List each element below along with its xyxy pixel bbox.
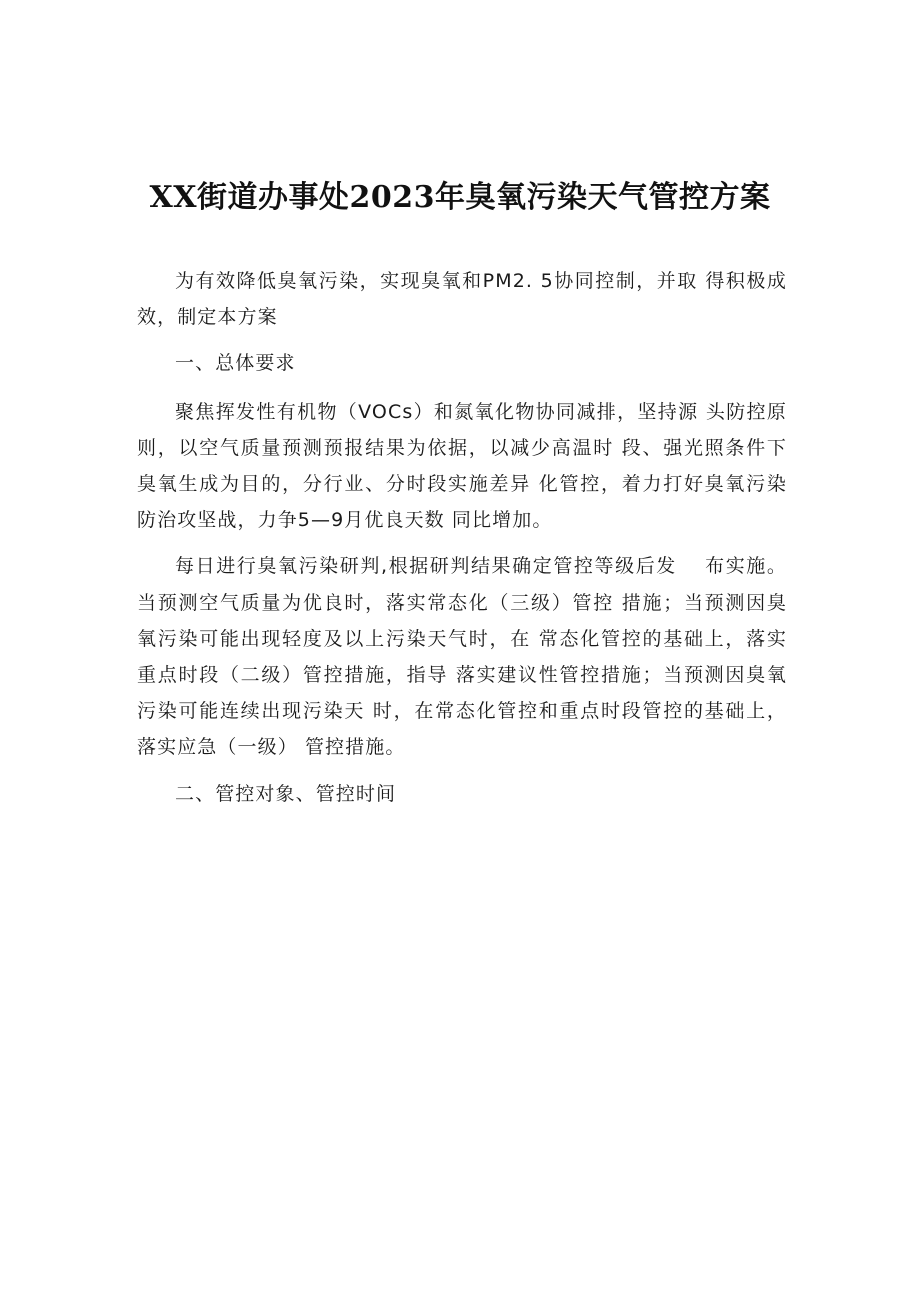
section-heading-general-requirements: 一、总体要求 bbox=[175, 352, 296, 375]
document-body bbox=[137, 263, 787, 824]
section-heading-control-targets: 二、管控对象、管控时间 bbox=[175, 782, 397, 805]
document-title: XX街道办事处2023年臭氧污染天气管控方案 bbox=[149, 180, 771, 215]
daily-assessment-paragraph: 每日进行臭氧污染研判,根据研判结果确定管控等级后发 布实施。当预测空气质量为优良时，落实常态化（三级）管控 措施；当预测因臭氧污染可能出现轻度及以上污染天气时，在 常态化管控的基础上，落实重点时段（二级）管控措施，指导 落实建议性管控措施；当预测因臭氧污染可能连续出现污染天 时，在常态化管控和重点时段管控的基础上，落实应急（一级） 管控措施。 bbox=[137, 555, 787, 759]
intro-paragraph: 为有效降低臭氧污染，实现臭氧和PM2. 5协同控制，并取 得积极成效，制定本方案 bbox=[137, 270, 787, 329]
general-requirements-paragraph: 聚焦挥发性有机物（VOCs）和氮氧化物协同减排，坚持源 头防控原则，以空气质量预测预报结果为依据，以减少高温时 段、强光照条件下臭氧生成为目的，分行业、分时段实施差异 化管控，着力打好臭氧污染防治攻坚战，力争5—9月优良天数 同比增加。 bbox=[137, 400, 787, 532]
